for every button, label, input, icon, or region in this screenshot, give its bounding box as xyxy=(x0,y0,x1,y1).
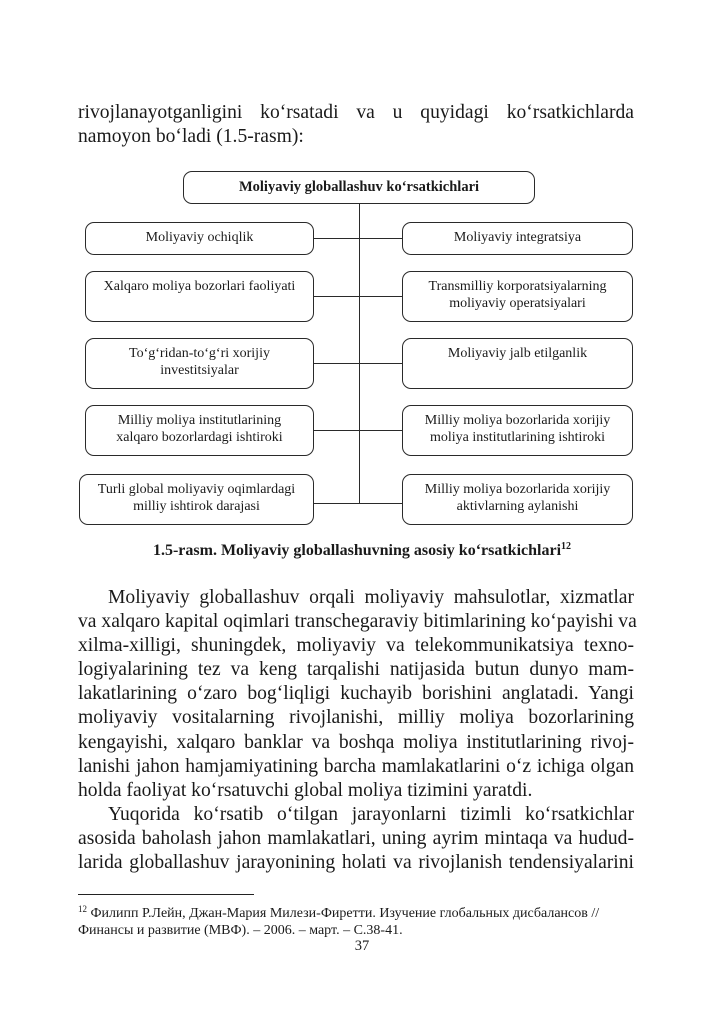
connector-line xyxy=(313,238,402,239)
indicator-label-line: investitsiyalar xyxy=(160,363,239,378)
indicator-label-line: milliy ishtirok darajasi xyxy=(133,499,260,514)
figure-caption xyxy=(0,541,724,560)
footnote-reference[interactable]: 12 xyxy=(561,541,572,552)
connector-line xyxy=(313,430,402,431)
indicator-label: Xalqaro moliya bozorlari faoliyati xyxy=(103,279,296,294)
text-line: kengayishi, xalqaro banklar va boshqa moliya institutlarining rivoj- xyxy=(78,731,634,753)
text-line: lanishi jahon hamjamiyatining barcha mamlakatlarini o‘z ichiga olgan xyxy=(78,755,634,777)
footnote-number: 12 xyxy=(78,904,87,914)
text-line: Moliyaviy globallashuv orqali moliyaviy mahsulotlar, xizmatlar xyxy=(108,587,634,608)
indicator-label-line: Milliy moliya bozorlarida xorijiy xyxy=(424,482,611,497)
intro-text xyxy=(78,101,634,149)
indicator-label-line: Milliy moliya bozorlarida xorijiy xyxy=(424,413,611,428)
indicator-box-right-5 xyxy=(402,474,633,525)
footnote-line: Финансы и развитие (МВФ). – 2006. – март. – С.38-41. xyxy=(78,923,403,938)
text-line: asosida baholash jahon mamlakatlari, uning ayrim mintaqa va hudud- xyxy=(78,828,634,850)
text-line: rivojlanayotganligini ko‘rsatadi va u quyidagi ko‘rsatkichlarda xyxy=(78,102,634,123)
indicator-label: Moliyaviy integratsiya xyxy=(453,230,582,245)
text-line: larida globallashuv jarayonining holati va rivojlanish tendensiyalarini xyxy=(78,852,634,874)
text-line: namoyon bo‘ladi (1.5-rasm): xyxy=(78,126,304,148)
footnote-text: Филипп Р.Лейн, Джан-Мария Милези-Фиретти. Изучение глобальных дисбалансов // xyxy=(90,906,600,921)
body-paragraph-2 xyxy=(78,803,634,875)
text-line: va xalqaro kapital oqimlari transchegaraviy bitimlarining ko‘payishi va xyxy=(78,611,637,633)
connector-line xyxy=(313,503,402,504)
body-paragraph-1 xyxy=(78,586,637,803)
indicator-box-left-2 xyxy=(85,271,314,322)
footnote-separator xyxy=(78,894,254,895)
connector-line xyxy=(313,363,402,364)
footnote-line xyxy=(78,901,638,922)
indicator-label-line: Transmilliy korporatsiyalarning xyxy=(428,279,607,294)
indicator-box-left-5 xyxy=(79,474,314,525)
indicator-box-left-4 xyxy=(85,405,314,456)
indicator-box-right-1 xyxy=(402,222,633,255)
indicator-box-right-3 xyxy=(402,338,633,389)
indicator-label-line: aktivlarning aylanishi xyxy=(456,499,579,514)
diagram-title: Moliyaviy globallashuv ko‘rsatkichlari xyxy=(238,179,480,195)
indicator-box-right-4 xyxy=(402,405,633,456)
indicator-label: Moliyaviy jalb etilganlik xyxy=(447,346,588,361)
indicator-label-line: Turli global moliyaviy oqimlardagi xyxy=(97,482,296,497)
text-line: Yuqorida ko‘rsatib o‘tilgan jarayonlarni tizimli ko‘rsatkichlar xyxy=(108,804,634,825)
indicator-label: Moliyaviy ochiqlik xyxy=(145,230,254,245)
page-number: 37 xyxy=(354,938,370,954)
text-line: holda faoliyat ko‘rsatuvchi global moliya tizimini yaratdi. xyxy=(78,779,533,801)
diagram-title-box xyxy=(183,171,535,204)
indicator-label-line: xalqaro bozorlardagi ishtiroki xyxy=(116,430,283,445)
indicator-label-line: moliya institutlarining ishtiroki xyxy=(430,430,605,445)
indicator-label-line: moliyaviy operatsiyalari xyxy=(449,296,586,311)
indicator-label-line: Milliy moliya institutlarining xyxy=(117,413,282,428)
caption-text: 1.5-rasm. Moliyaviy globallashuvning asosiy ko‘rsatkichlari xyxy=(152,542,562,559)
text-line: xilma-xilligi, shuningdek, moliyaviy va telekommunikatsiya texno- xyxy=(78,635,634,657)
text-line: moliyaviy vositalarning rivojlanishi, milliy moliya bozorlarining xyxy=(78,707,634,729)
indicator-box-left-1 xyxy=(85,222,314,255)
indicator-box-left-3 xyxy=(85,338,314,389)
diagram-spine-line xyxy=(359,203,360,503)
indicator-box-right-2 xyxy=(402,271,633,322)
footnote xyxy=(78,901,638,939)
text-line: lakatlarining o‘zaro bog‘liqligi kuchayib borishini anglatadi. Yangi xyxy=(78,683,634,705)
text-line: logiyalarining tez va keng tarqalishi natijasida butun dunyo mam- xyxy=(78,659,634,681)
connector-line xyxy=(313,296,402,297)
indicator-label-line: To‘g‘ridan-to‘g‘ri xorijiy xyxy=(129,346,270,361)
